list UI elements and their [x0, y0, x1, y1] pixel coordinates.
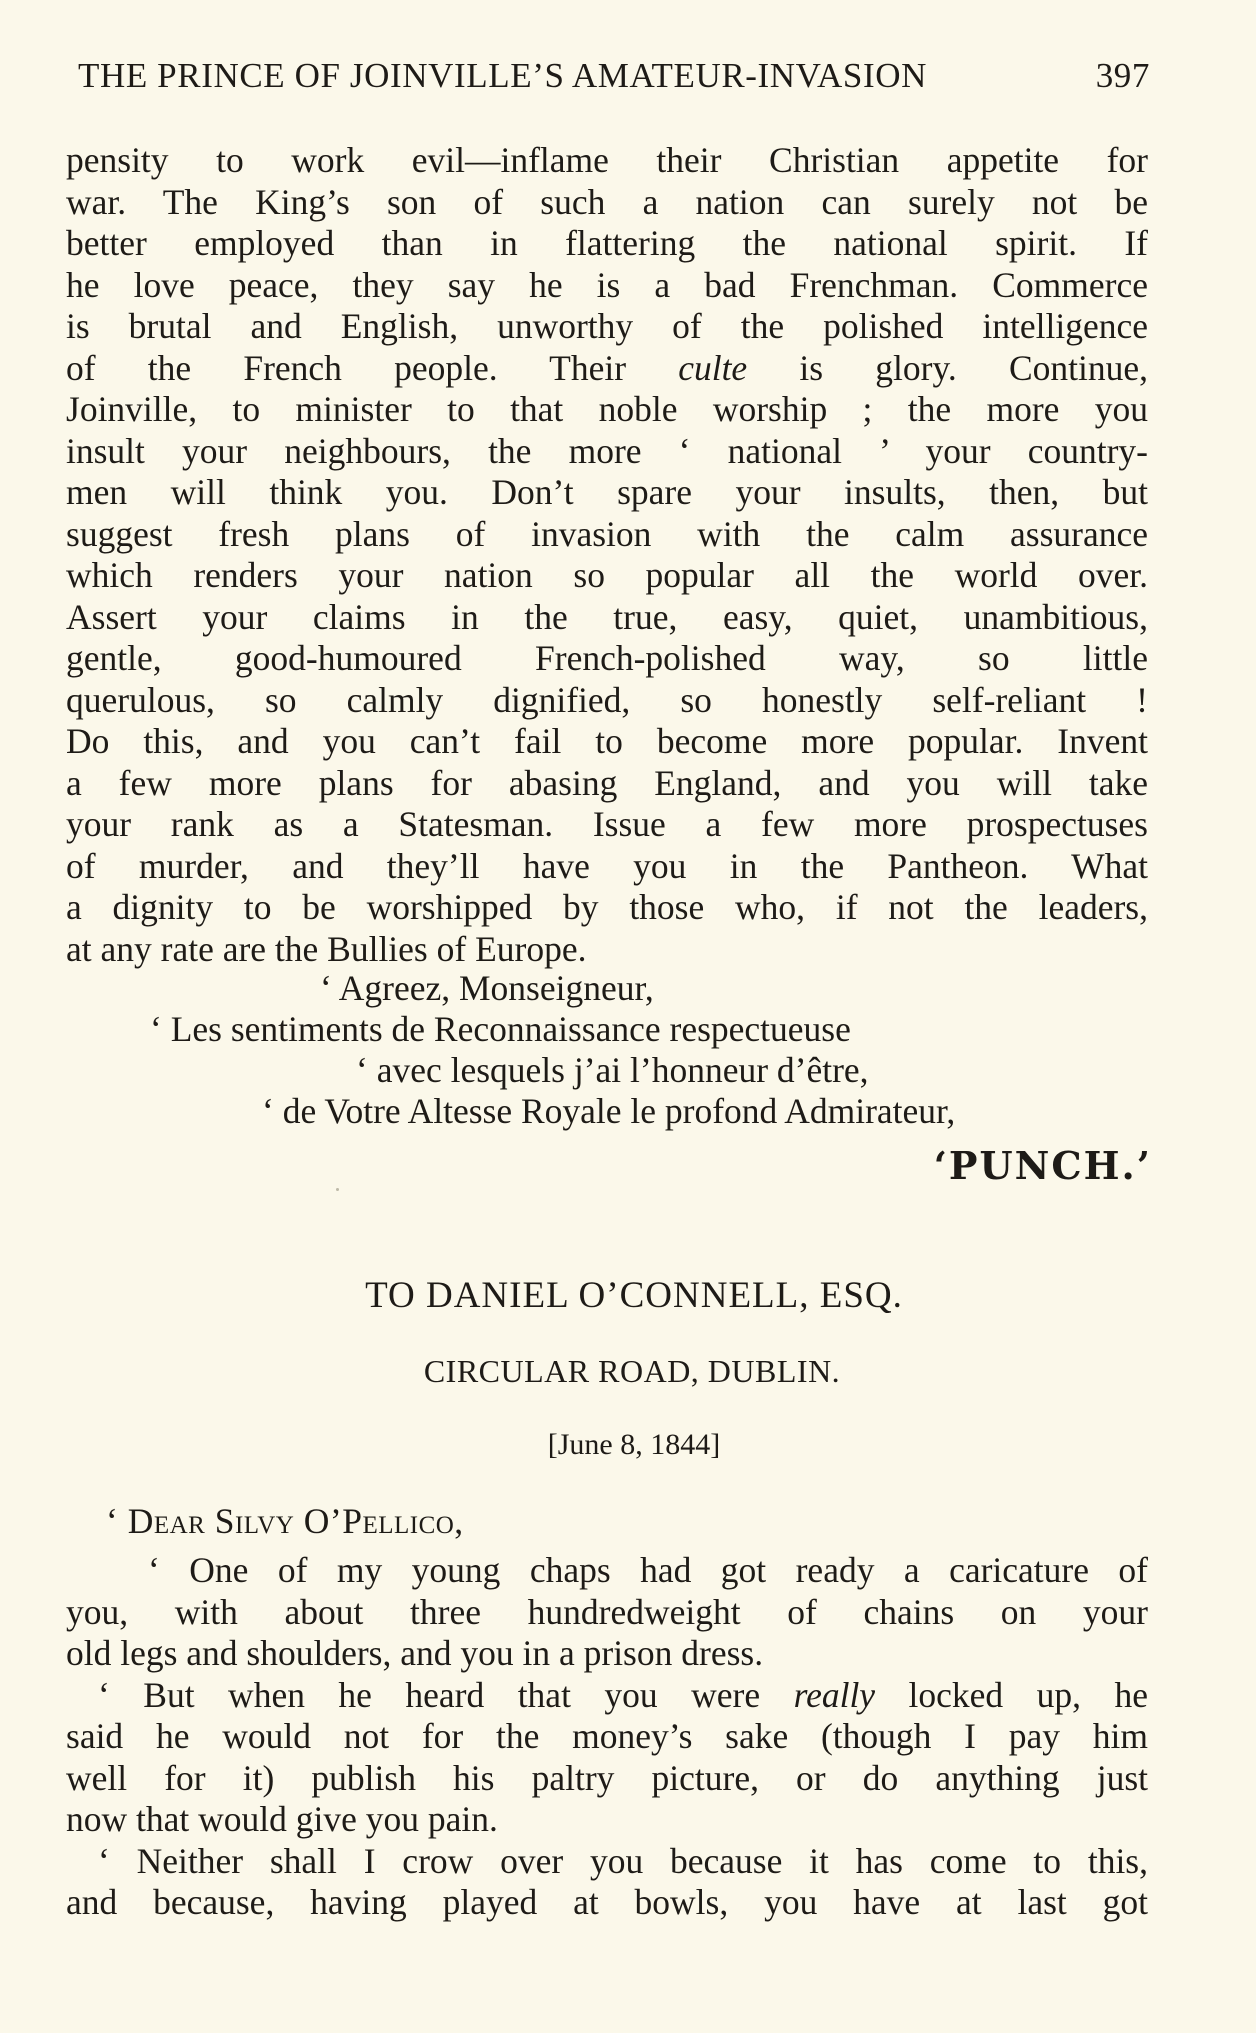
page-number: 397: [1095, 56, 1150, 95]
text-line: [66, 1675, 1148, 1717]
text-line: [66, 348, 1148, 390]
text-line: at any rate are the Bullies of Europe.: [66, 928, 587, 969]
letter-salutation: ‘ Dear Silvy O’Pellico,: [106, 1501, 464, 1541]
closing-line: ‘ de Votre Altesse Royale le profond Admirateur,: [262, 1091, 956, 1131]
text-line: querulous, so calmly dignified, so honestly self-reliant !: [66, 679, 1148, 720]
text-line: well for it) publish his paltry picture, or do anything just: [66, 1757, 1148, 1798]
body-paragraph: [66, 140, 1148, 970]
text-line: your rank as a Statesman. Issue a few more prospectuses: [66, 804, 1148, 844]
text-line: he love peace, they say he is a bad Frenchman. Commerce: [66, 264, 1148, 305]
text-line: a dignity to be worshipped by those who, if not the leaders,: [66, 887, 1148, 927]
closing-line: ‘ avec lesquels j’ai l’honneur d’être,: [356, 1050, 869, 1090]
text-line: now that would give you pain.: [66, 1799, 498, 1839]
text-line: suggest fresh plans of invasion with the calm assurance: [66, 513, 1148, 554]
text-line: war. The King’s son of such a nation can surely not be: [66, 181, 1148, 222]
text-line: a few more plans for abasing England, and you will take: [66, 762, 1148, 803]
text-run: locked up, he: [875, 1674, 1148, 1715]
text-line: Assert your claims in the true, easy, quiet, unambitious,: [66, 596, 1148, 637]
text-run: of the French people. Their: [66, 347, 679, 388]
text-line: which renders your nation so popular all the world over.: [66, 555, 1148, 595]
text-line: gentle, good-humoured French-polished way, so little: [66, 638, 1148, 678]
text-line: and because, having played at bowls, you have at last got: [66, 1882, 1148, 1922]
text-line: better employed than in flattering the national spirit. If: [66, 223, 1148, 263]
closing-line: ‘ Agreez, Monseigneur,: [320, 968, 654, 1008]
text-run: is glory. Continue,: [747, 347, 1148, 388]
letter-address: CIRCULAR ROAD, DUBLIN.: [423, 1353, 841, 1389]
text-line: old legs and shoulders, and you in a prison dress.: [66, 1633, 764, 1673]
closing-line: ‘ Les sentiments de Reconnaissance respectueuse: [150, 1009, 851, 1049]
punch-signature: ‘PUNCH.’: [933, 1143, 1152, 1188]
running-title: THE PRINCE OF JOINVILLE’S AMATEUR-INVASION: [78, 56, 927, 95]
text-line: ‘ One of my young chaps had got ready a caricature of: [148, 1550, 1148, 1590]
italic-word-culte: culte: [678, 347, 748, 388]
page-speck: [336, 1188, 339, 1191]
italic-word-really: really: [793, 1674, 876, 1715]
letter-body: [66, 1550, 1148, 1924]
text-line: is brutal and English, unworthy of the polished intelligence: [66, 306, 1148, 346]
text-line: insult your neighbours, the more ‘ national ’ your country-: [66, 430, 1148, 471]
text-line: ‘ Neither shall I crow over you because it has come to this,: [98, 1840, 1148, 1881]
letter-heading: TO DANIEL O’CONNELL, ESQ.: [365, 1275, 903, 1316]
text-line: Do this, and you can’t fail to become more popular. Invent: [66, 721, 1148, 761]
text-line: of murder, and they’ll have you in the Pantheon. What: [66, 845, 1148, 886]
text-line: men will think you. Don’t spare your insults, then, but: [66, 472, 1148, 512]
text-line: Joinville, to minister to that noble worship ; the more you: [66, 389, 1148, 429]
text-line: pensity to work evil—inflame their Christian appetite for: [66, 140, 1148, 180]
text-run: ‘ But when he heard that you were: [98, 1674, 794, 1715]
text-line: said he would not for the money’s sake (though I pay him: [66, 1716, 1148, 1756]
letter-date: [June 8, 1844]: [547, 1428, 721, 1461]
text-line: you, with about three hundredweight of chains on your: [66, 1591, 1148, 1632]
